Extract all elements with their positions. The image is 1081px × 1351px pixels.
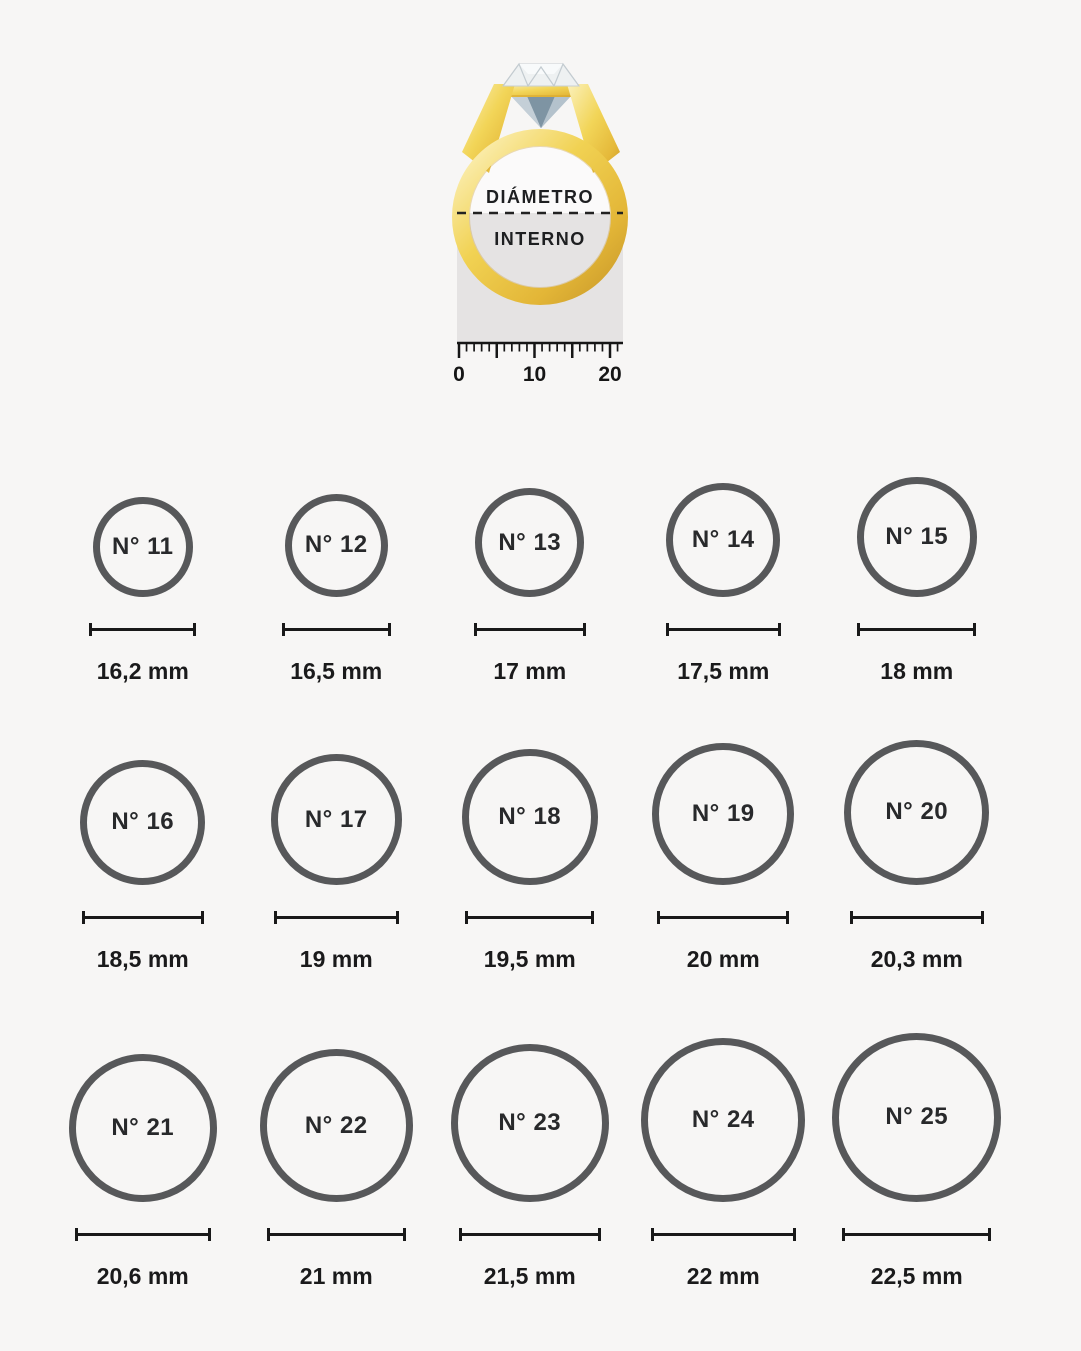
size-circle [844, 740, 989, 885]
size-circle [80, 760, 205, 885]
size-cell [641, 1038, 805, 1290]
size-cell [271, 754, 402, 973]
measure-line-bar [660, 916, 786, 919]
size-circle [93, 497, 193, 597]
mm-label: 17,5 mm [677, 658, 770, 684]
measure-line [82, 911, 204, 924]
size-cell [462, 749, 598, 973]
size-circle [666, 483, 780, 597]
mm-label: 20 mm [686, 946, 760, 972]
measure-line-bar [85, 916, 201, 919]
size-cell [666, 483, 782, 685]
size-cell [844, 740, 989, 973]
ring-sizes-row-1 [0, 450, 1081, 685]
measure-line-bar [277, 916, 396, 919]
measure-line-bar [92, 628, 193, 631]
size-number: N° 24 [691, 1106, 755, 1134]
ruler-label-20: 20 [598, 363, 622, 386]
measure-line [666, 623, 782, 636]
size-number: N° 14 [691, 525, 755, 553]
size-cell [474, 488, 586, 685]
ruler-label-0: 0 [453, 363, 465, 386]
size-number: N° 18 [498, 802, 562, 830]
size-circle [271, 754, 402, 885]
size-circle [652, 743, 794, 885]
ring-sizes-row-2 [0, 685, 1081, 973]
size-number: N° 23 [498, 1108, 562, 1136]
measure-line-bar [270, 1233, 403, 1236]
measure-line [850, 911, 984, 924]
measure-line [75, 1228, 211, 1241]
ruler-label-10: 10 [522, 363, 547, 386]
size-circle [857, 477, 977, 597]
size-cell [857, 477, 977, 685]
size-circle [832, 1033, 1001, 1202]
measure-line [465, 911, 594, 924]
mm-label: 19,5 mm [483, 946, 576, 972]
diameter-label-line1: DIÁMETRO [486, 187, 594, 207]
size-number: N° 25 [885, 1103, 949, 1131]
mm-label: 22,5 mm [870, 1263, 963, 1289]
size-number: N° 22 [304, 1111, 368, 1139]
mm-label: 17 mm [493, 658, 567, 684]
mm-label: 21 mm [299, 1263, 373, 1289]
size-circle [260, 1049, 413, 1202]
measure-line-bar [654, 1233, 793, 1236]
measure-line [274, 911, 399, 924]
diamond-pavilion [511, 93, 571, 128]
measure-line-bar [462, 1233, 598, 1236]
mm-label: 22 mm [686, 1263, 760, 1289]
size-cell [282, 494, 391, 685]
size-circle [285, 494, 388, 597]
size-circle [451, 1044, 609, 1202]
mm-label: 20,6 mm [96, 1263, 189, 1289]
size-number: N° 11 [112, 533, 174, 560]
ruler-ticks [459, 343, 618, 358]
size-cell [832, 1033, 1001, 1290]
size-circle [641, 1038, 805, 1202]
size-cell [69, 1054, 217, 1290]
size-circle [462, 749, 598, 885]
diameter-label-line2: INTERNO [494, 229, 586, 249]
size-number: N° 19 [691, 800, 755, 828]
size-number: N° 21 [111, 1113, 175, 1141]
measure-line [857, 623, 976, 636]
size-circle [69, 1054, 217, 1202]
mm-label: 21,5 mm [483, 1263, 576, 1289]
size-cell [260, 1049, 413, 1290]
mm-label: 16,2 mm [96, 658, 189, 684]
mm-label: 18,5 mm [96, 946, 189, 972]
mm-label: 16,5 mm [290, 658, 383, 684]
size-circle [475, 488, 584, 597]
size-number: N° 12 [304, 531, 368, 559]
diamond-crown [503, 64, 579, 86]
measure-line-bar [285, 628, 388, 631]
size-number: N° 16 [111, 808, 175, 836]
measure-line-bar [845, 1233, 988, 1236]
measure-line-bar [78, 1233, 208, 1236]
measure-line-bar [669, 628, 779, 631]
ring-sizes-row-3 [0, 973, 1081, 1290]
mm-label: 18 mm [880, 658, 954, 684]
measure-line-bar [477, 628, 583, 631]
measure-line [657, 911, 789, 924]
size-cell [451, 1044, 609, 1290]
size-cell [80, 760, 205, 973]
size-number: N° 15 [885, 523, 949, 551]
size-number: N° 17 [304, 805, 368, 833]
measure-line-bar [853, 916, 981, 919]
measure-line [89, 623, 196, 636]
size-cell [652, 743, 794, 973]
measure-line-bar [860, 628, 973, 631]
measure-line [459, 1228, 601, 1241]
ring-diameter-illustration [410, 40, 670, 400]
size-cell [89, 497, 196, 685]
measure-line [267, 1228, 406, 1241]
size-number: N° 13 [498, 528, 562, 556]
mm-label: 19 mm [299, 946, 373, 972]
measure-line [474, 623, 586, 636]
mm-label: 20,3 mm [870, 946, 963, 972]
measure-line [651, 1228, 796, 1241]
size-number: N° 20 [885, 798, 949, 826]
measure-line [282, 623, 391, 636]
measure-line [842, 1228, 991, 1241]
measure-line-bar [468, 916, 591, 919]
